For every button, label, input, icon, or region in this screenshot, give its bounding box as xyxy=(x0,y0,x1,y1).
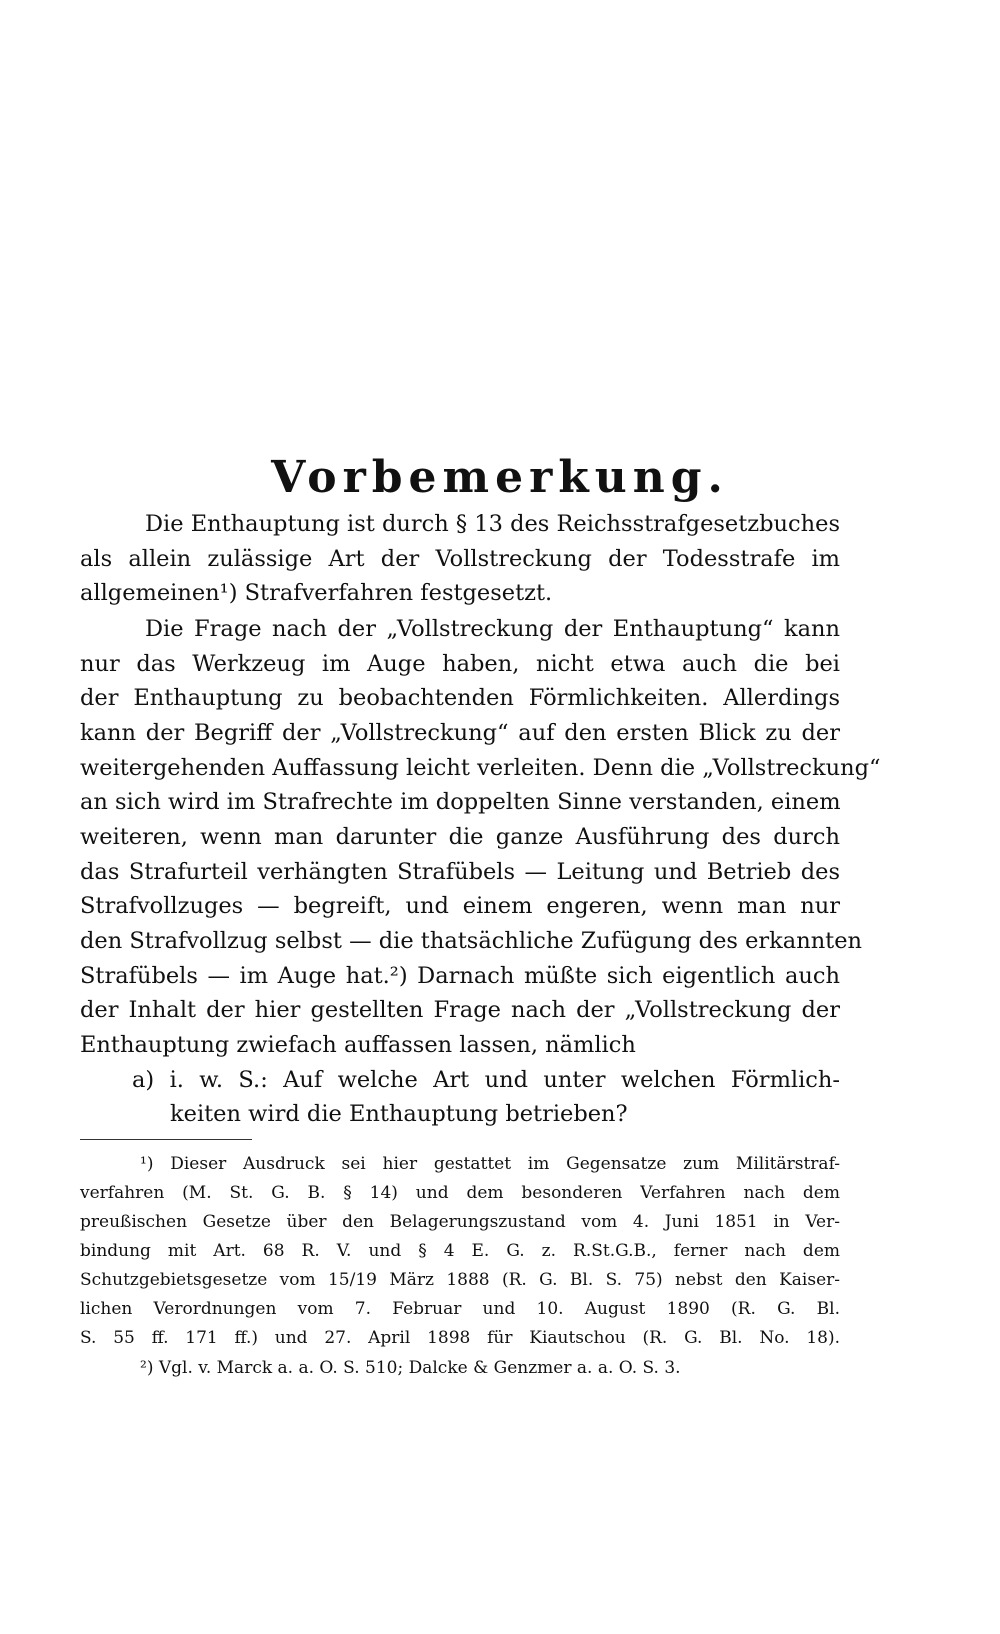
footnote-line: ²) Vgl. v. Marck a. a. O. S. 510; Dalcke & Genzmer a. a. O. S. 3. xyxy=(140,1358,681,1378)
body-line: Enthauptung zwiefach auffassen lassen, nämlich xyxy=(80,1032,636,1058)
footnote-line: bindung mit Art. 68 R. V. und § 4 E. G. z. R.St.G.B., ferner nach dem xyxy=(80,1241,840,1261)
body-line: das Strafurteil verhängten Strafübels — Leitung und Betrieb des xyxy=(80,859,840,885)
body-line: der Enthauptung zu beobachtenden Förmlichkeiten. Allerdings xyxy=(80,685,840,711)
body-line: Die Frage nach der „Vollstreckung der Enthauptung“ kann xyxy=(145,616,840,642)
body-line: weitergehenden Auffassung leicht verleiten. Denn die „Vollstreckung“ xyxy=(80,755,881,781)
body-line: Strafvollzuges — begreift, und einem engeren, wenn man nur xyxy=(80,893,840,919)
body-line: Strafübels — im Auge hat.²) Darnach müßte sich eigentlich auch xyxy=(80,963,840,989)
footnote-line: preußischen Gesetze über den Belagerungszustand vom 4. Juni 1851 in Ver- xyxy=(80,1212,840,1232)
page-heading: Vorbemerkung. xyxy=(271,452,729,503)
body-line: als allein zulässige Art der Vollstreckung der Todesstrafe im xyxy=(80,546,840,572)
body-line: keiten wird die Enthauptung betrieben? xyxy=(170,1101,628,1127)
footnote-line: lichen Verordnungen vom 7. Februar und 10. August 1890 (R. G. Bl. xyxy=(80,1299,840,1319)
body-line: den Strafvollzug selbst — die thatsächliche Zufügung des erkannten xyxy=(80,928,863,954)
body-line: der Inhalt der hier gestellten Frage nach der „Vollstreckung der xyxy=(80,997,840,1023)
footnote-line: verfahren (M. St. G. B. § 14) und dem besonderen Verfahren nach dem xyxy=(80,1183,840,1203)
body-line: Die Enthauptung ist durch § 13 des Reichsstrafgesetzbuches xyxy=(145,511,840,537)
body-line: a) i. w. S.: Auf welche Art und unter welchen Förmlich- xyxy=(132,1067,840,1093)
footnote-line: Schutzgebietsgesetze vom 15/19 März 1888 (R. G. Bl. S. 75) nebst den Kaiser- xyxy=(80,1270,840,1290)
footnote-separator xyxy=(80,1139,252,1140)
footnote-line: S. 55 ff. 171 ff.) und 27. April 1898 für Kiautschou (R. G. Bl. No. 18). xyxy=(80,1328,840,1348)
body-line: an sich wird im Strafrechte im doppelten Sinne verstanden, einem xyxy=(80,789,841,815)
body-line: weiteren, wenn man darunter die ganze Ausführung des durch xyxy=(80,824,840,850)
body-line: allgemeinen¹) Strafverfahren festgesetzt. xyxy=(80,580,553,606)
body-line: nur das Werkzeug im Auge haben, nicht etwa auch die bei xyxy=(80,651,840,677)
footnote-line: ¹) Dieser Ausdruck sei hier gestattet im Gegensatze zum Militärstraf- xyxy=(140,1154,840,1174)
body-line: kann der Begriff der „Vollstreckung“ auf den ersten Blick zu der xyxy=(80,720,840,746)
